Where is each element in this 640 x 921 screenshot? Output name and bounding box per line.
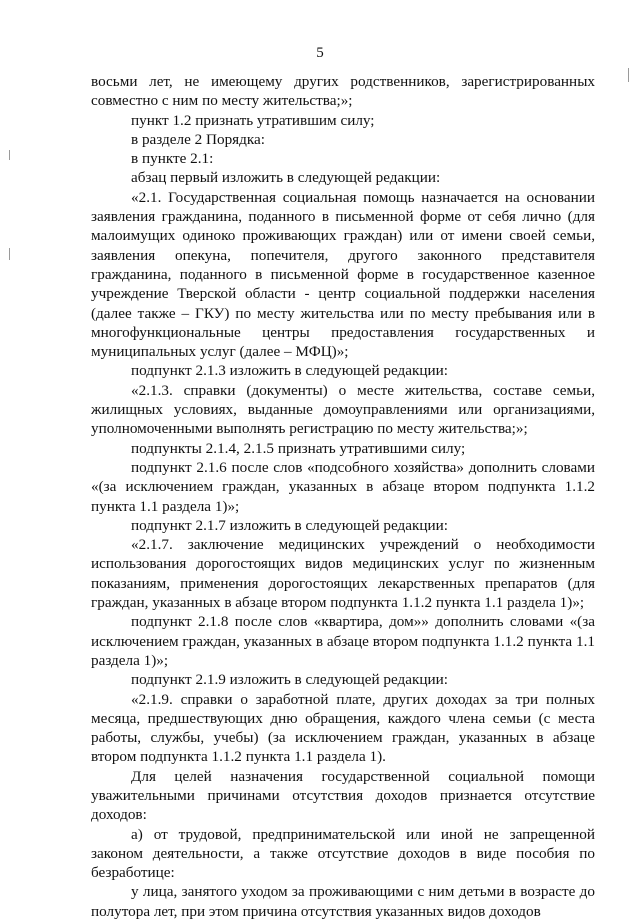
margin-mark-right <box>628 68 629 82</box>
paragraph: подпункт 2.1.9 изложить в следующей редакции: <box>131 671 448 689</box>
paragraph: у лица, занятого уходом за проживающими с ним детьми в возрасте до полутора лет, при этом причина отсутствия указанных видов доходов <box>91 883 595 920</box>
paragraph: Для целей назначения государственной социальной помощи уважительными причинами отсутствия доходов признается отсутствие доходов: <box>91 767 595 824</box>
page-number: 5 <box>316 45 324 61</box>
paragraph: а) от трудовой, предпринимательской или иной не запрещенной законом деятельности, а также отсутствие доходов в виде пособия по безработице: <box>91 825 595 882</box>
paragraph: в разделе 2 Порядка: <box>131 130 265 148</box>
paragraph: в пункте 2.1: <box>131 150 214 168</box>
paragraph: «2.1. Государственная социальная помощь назначается на основании заявления гражданина, поданного в письменной форме от себя лично (для малоимущих одиноко проживающих граждан) или от имени своей семьи, заявления опекуна, попечителя, другого законного представителя гражданина, поданного в письменной форме в государственное казенное учреждение Тверской области - центр социальной поддержки населения (далее также – ГКУ) по месту жительства или по месту пребывания или в многофункциональные центры предоставления государственных и муниципальных услуг (далее – МФЦ)»; <box>91 188 595 361</box>
paragraph: абзац первый изложить в следующей редакции: <box>131 169 441 187</box>
paragraph: восьми лет, не имеющему других родственников, зарегистрированных совместно с ним по месту жительства;»; <box>91 73 595 110</box>
paragraph: «2.1.7. заключение медицинских учреждений о необходимости использования дорогостоящих видов медицинских услуг по жизненным показаниям, применения дорогостоящих лекарственных препаратов (для граждан, указанных в абзаце втором подпункта 1.1.2 пункта 1.1 раздела 1)»; <box>91 536 595 612</box>
paragraph: «2.1.9. справки о заработной плате, других доходах за три полных месяца, предшествующих дню обращения, каждого члена семьи (с места работы, службы, учебы) (за исключением граждан, указанных в абзаце втором подпункта 1.1.2 пункта 1.1 раздела 1). <box>91 690 595 766</box>
margin-mark-left <box>9 248 10 260</box>
paragraph: подпункт 2.1.3 изложить в следующей редакции: <box>131 362 448 380</box>
paragraph: подпункт 2.1.7 изложить в следующей редакции: <box>131 516 448 534</box>
paragraph: подпункты 2.1.4, 2.1.5 признать утратившими силу; <box>131 439 466 457</box>
paragraph: пункт 1.2 признать утратившим силу; <box>131 111 375 129</box>
paragraph: «2.1.3. справки (документы) о месте жительства, составе семьи, жилищных условиях, выданные домоуправлениями или организациями, уполномоченными выполнять регистрацию по месту жительства;»; <box>91 381 595 438</box>
document-body <box>91 72 595 921</box>
paragraph: подпункт 2.1.6 после слов «подсобного хозяйства» дополнить словами «(за исключением граждан, указанных в абзаце втором подпункта 1.1.2 пункта 1.1 раздела 1)»; <box>91 458 595 515</box>
paragraph: подпункт 2.1.8 после слов «квартира, дом»» дополнить словами «(за исключением граждан, указанных в абзаце втором подпункта 1.1.2 пункта 1.1 раздела 1)»; <box>91 613 595 669</box>
margin-mark-left <box>9 150 10 160</box>
